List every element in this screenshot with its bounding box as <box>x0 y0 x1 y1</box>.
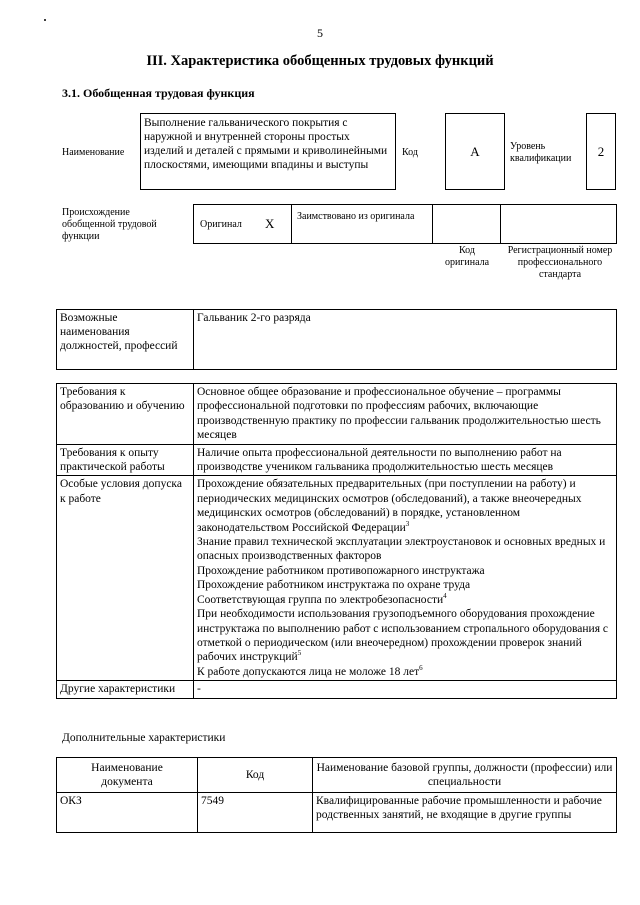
footnote-6: 6 <box>419 663 423 672</box>
admission-p4: Прохождение работником инструктажа по охране труда <box>197 579 471 592</box>
code-label: Код <box>402 147 418 158</box>
row-doc: ОКЗ <box>57 793 198 833</box>
other-label: Другие характеристики <box>57 681 194 698</box>
admission-label: Особые условия допуска к работе <box>57 476 194 681</box>
other-row <box>57 681 617 698</box>
admission-row <box>57 476 617 681</box>
code-value: A <box>470 144 480 159</box>
section-title: III. Характеристика обобщенных трудовых функций <box>146 53 494 69</box>
level-label: Уровень квалификации <box>510 141 572 164</box>
requirements-table <box>56 383 617 699</box>
admission-p2: Знание правил технической эксплуатации электроустановок и основных вредных и опасных производственных факторов <box>197 536 606 563</box>
col-name-header: Наименование базовой группы, должности (профессии) или специальности <box>313 758 617 793</box>
education-row <box>57 384 617 445</box>
row-code: 7549 <box>198 793 313 833</box>
experience-row <box>57 444 617 476</box>
admission-p7: К работе допускаются лица не моложе 18 лет <box>197 665 420 678</box>
function-name-box <box>140 113 396 190</box>
admission-p3: Прохождение работником противопожарного инструктажа <box>197 564 485 577</box>
original-code-caption: Код оригинала <box>444 245 490 268</box>
table-row <box>57 793 617 833</box>
original-mark: X <box>265 216 275 231</box>
origin-row <box>193 204 617 244</box>
other-value: - <box>194 681 617 698</box>
experience-value: Наличие опыта профессиональной деятельности по выполнению работ на производстве учеником гальваника продолжительностью шесть месяцев <box>194 444 617 476</box>
positions-label: Возможные наименования должностей, профессий <box>57 310 194 370</box>
scan-speck <box>44 19 46 21</box>
row-name: Квалифицированные рабочие промышленности и рабочие родственных занятий, не входящие в другие группы <box>313 793 617 833</box>
footnote-3: 3 <box>405 519 410 528</box>
admission-p5: Соответствующая группа по электробезопасности <box>197 593 444 606</box>
education-value: Основное общее образование и профессиональное обучение – программы профессиональной подготовки по профессиям рабочих, включающие производственную практику по профессии гальваник продолжительностью шесть месяцев <box>194 384 617 445</box>
name-label: Наименование <box>62 147 125 158</box>
function-name-value: Выполнение гальванического покрытия с наружной и внутренней стороны простых изделий и деталей с прямыми и криволинейными плоскостями, имеющими впадины и выступы <box>144 117 388 171</box>
origin-divider-3 <box>500 204 501 244</box>
origin-divider-1 <box>291 204 292 244</box>
education-label: Требования к образованию и обучению <box>57 384 194 445</box>
additional-table <box>56 757 617 833</box>
admission-value <box>194 476 617 681</box>
col-code-header: Код <box>198 758 313 793</box>
origin-label: Происхождение обобщенной трудовой функции <box>62 207 157 242</box>
origin-divider-2 <box>432 204 433 244</box>
positions-table <box>56 309 617 370</box>
page-number: 5 <box>317 26 323 40</box>
level-value: 2 <box>597 144 605 159</box>
additional-header-row <box>57 758 617 793</box>
original-label: Оригинал <box>200 219 242 230</box>
experience-label: Требования к опыту практической работы <box>57 444 194 476</box>
positions-value: Гальваник 2-го разряда <box>194 310 617 370</box>
admission-p1: Прохождение обязательных предварительных (при поступлении на работу) и периодических медицинских осмотров (обследований), а также внеочередных медицинских осмотров (обследований) в порядке, установленном законодательством Российской Федерации <box>197 478 582 534</box>
admission-p6: При необходимости использования грузоподъемного оборудования прохождение инструктажа по выполнению работ с использованием стропального оборудования с отметкой о периодическом (или внеочередном) прохождении проверок знаний рабочих инструкций <box>197 608 608 664</box>
registration-caption: Регистрационный номер профессионального стандарта <box>507 245 613 280</box>
subsection-title: 3.1. Обобщенная трудовая функция <box>62 86 255 100</box>
borrowed-label: Заимствовано из оригинала <box>297 211 415 222</box>
additional-title: Дополнительные характеристики <box>62 732 226 744</box>
footnote-5: 5 <box>297 649 302 658</box>
col-doc-header: Наименование документа <box>57 758 198 793</box>
footnote-4: 4 <box>443 591 447 600</box>
